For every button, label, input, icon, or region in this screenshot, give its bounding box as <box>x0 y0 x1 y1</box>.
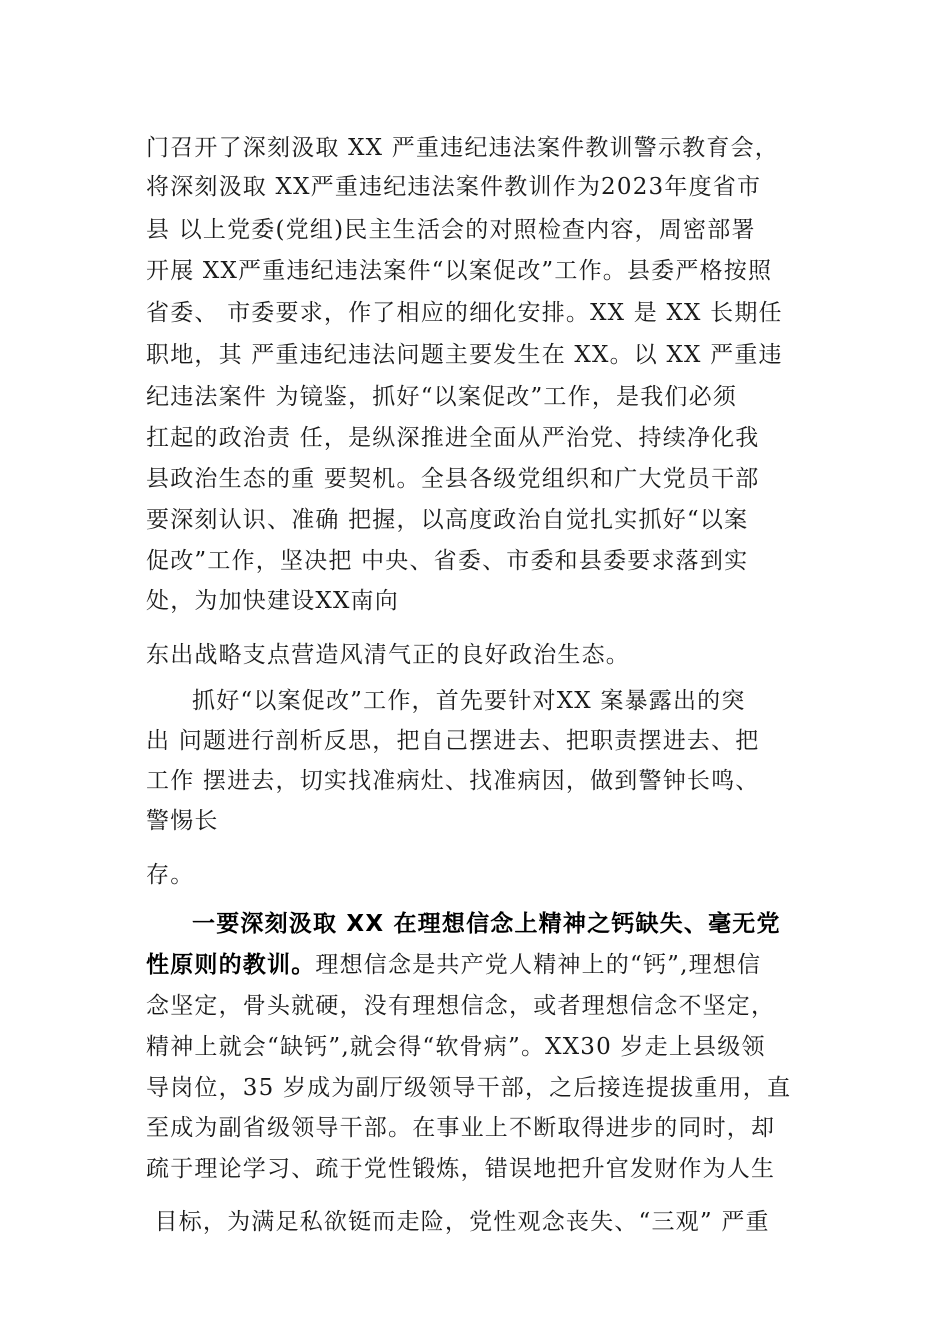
text-line: 导岗位，35 岁成为副厅级领导干部，之后接连提拔重用，直 <box>146 1075 792 1101</box>
text-line: 县 以上党委(党组)民主生活会的对照检查内容，周密部署 <box>146 217 756 243</box>
text-line: 出 问题进行剖析反思，把自己摆进去、把职责摆进去、把 <box>146 728 760 754</box>
text-line: 要深刻认识、准确 把握，以高度政治自觉扎实抓好“以案 <box>146 507 749 533</box>
text-line: 目标，为满足私欲铤而走险，党性观念丧失、“三观” 严重 <box>146 1209 770 1235</box>
text-line: 疏于理论学习、疏于党性锻炼，错误地把升官发财作为人生 <box>146 1156 776 1182</box>
text-line: 至成为副省级领导干部。在事业上不断取得进步的同时，却 <box>146 1115 776 1141</box>
text-line: 开展 XX严重违纪违法案件“以案促改”工作。县委严格按照 <box>146 258 773 284</box>
text-line: 工作 摆进去，切实找准病灶、找准病因，做到警钟长鸣、 <box>146 768 760 794</box>
text-line: 东出战略支点营造风清气正的良好政治生态。 <box>146 642 630 668</box>
text-line: 将深刻汲取 XX严重违纪违法案件教训作为2023年度省市 <box>146 174 762 200</box>
text-span: 理想信念是共产党人精神上的“钙”,理想信 <box>315 952 762 978</box>
text-line: 存。 <box>146 862 195 888</box>
text-line: 警惕长 <box>146 808 219 834</box>
mixed-line <box>146 950 761 980</box>
paragraph-first-line: 抓好“以案促改”工作，首先要针对XX 案暴露出的突 <box>192 688 746 714</box>
text-line: 县政治生态的重 要契机。全县各级党组织和广大党员干部 <box>146 466 760 492</box>
text-line: 职地，其 严重违纪违法问题主要发生在 XX。以 XX 严重违 <box>146 342 783 368</box>
text-line: 促改”工作，坚决把 中央、省委、市委和县委要求落到实 <box>146 548 749 574</box>
text-line: 纪违法案件 为镜鉴，抓好“以案促改”工作，是我们必须 <box>146 384 738 410</box>
text-line: 处，为加快建设XX南向 <box>146 588 399 614</box>
text-line: 省委、 市委要求，作了相应的细化安排。XX 是 XX 长期任 <box>146 300 783 326</box>
text-line: 扛起的政治责 任，是纵深推进全面从严治党、持续净化我 <box>146 425 760 451</box>
bold-heading-line: 一要深刻汲取 XX 在理想信念上精神之钙缺失、毫无党 <box>192 911 781 937</box>
bold-heading-end: 性原则的教训。 <box>146 952 316 978</box>
text-line: 念坚定，骨头就硬，没有理想信念，或者理想信念不坚定， <box>146 993 776 1019</box>
text-line: 门召开了深刻汲取 XX 严重违纪违法案件教训警示教育会， <box>146 135 779 161</box>
text-line: 精神上就会“缺钙”,就会得“软骨病”。XX30 岁走上县级领 <box>146 1034 766 1060</box>
